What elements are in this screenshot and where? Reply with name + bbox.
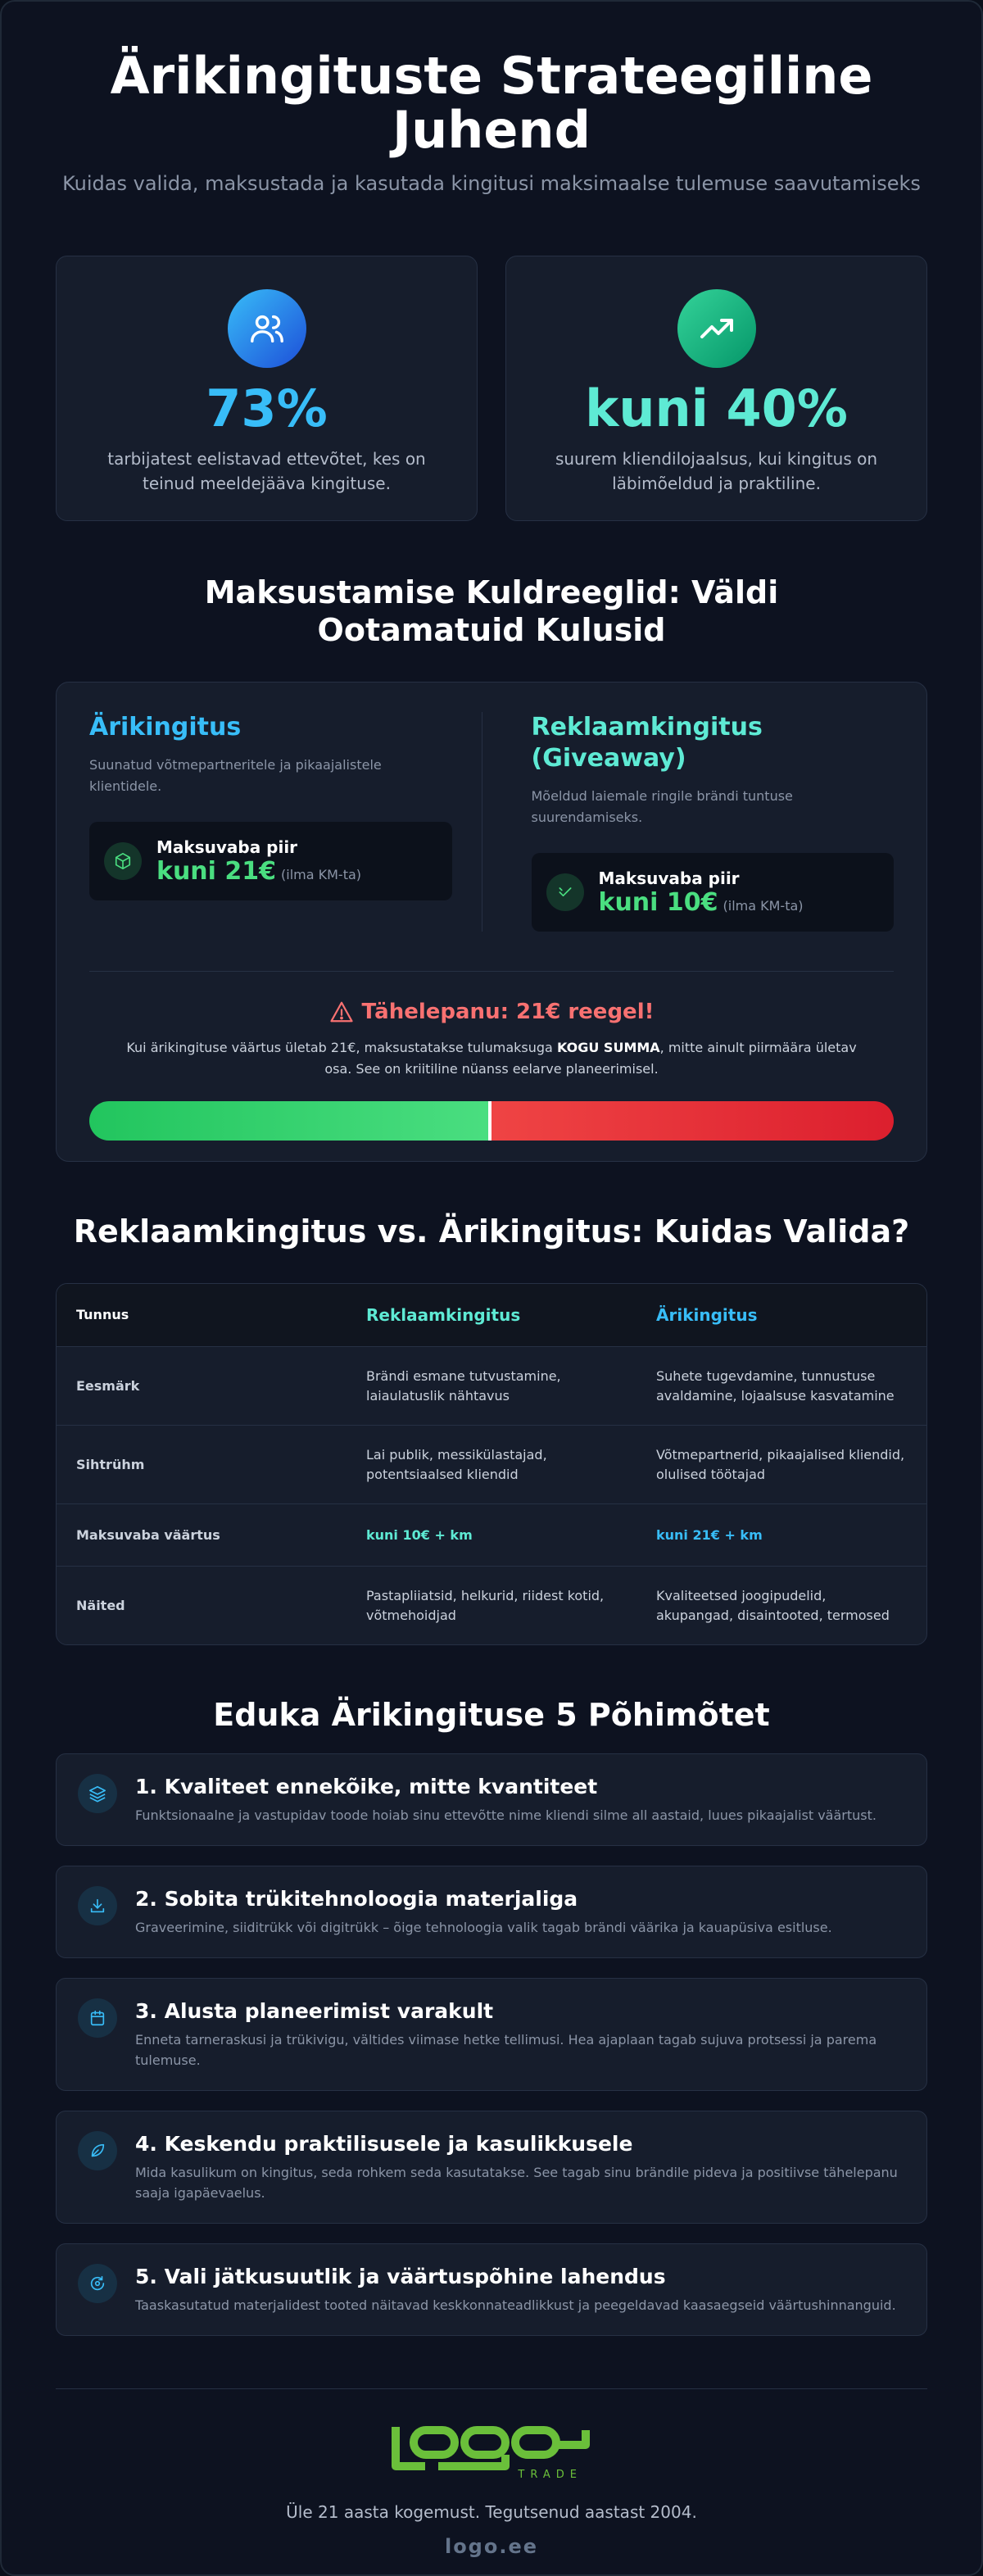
principle-title: 2. Sobita trükitehnoloogia materjaliga bbox=[135, 1887, 578, 1911]
warning-icon bbox=[329, 1000, 354, 1024]
list-item bbox=[56, 1753, 927, 1846]
principle-desc: Funktsionaalne ja vastupidav toode hoiab sinu ettevõtte nime kliendi silme all aastaid, luues pikaajalist väärtust. bbox=[135, 1807, 877, 1823]
page-title: Ärikingituste Strateegiline Juhend bbox=[110, 46, 873, 160]
table-cell: Pastapliiatsid, helkurid, riidest kotid, võtmehoidjad bbox=[366, 1587, 605, 1623]
principle-title: 3. Alusta planeerimist varakult bbox=[135, 1999, 494, 2023]
comparison-table bbox=[56, 1283, 927, 1645]
divider bbox=[89, 971, 894, 972]
stat-value: 73% bbox=[206, 379, 328, 438]
limit-value: kuni 10€ (ilma KM-ta) bbox=[598, 887, 804, 917]
footer-website-link[interactable]: logo.ee bbox=[444, 2535, 539, 2558]
principle-title: 4. Keskendu praktilisusele ja kasulikkusele bbox=[135, 2132, 633, 2156]
svg-text:TRADE: TRADE bbox=[518, 2469, 582, 2481]
tax-rules-card bbox=[56, 682, 927, 1162]
table-cell: kuni 21€ + km bbox=[656, 1526, 763, 1543]
promo-gift-desc: Mõeldud laiemale ringile brändi tuntuse suurendamiseks. bbox=[531, 788, 793, 825]
calendar-icon bbox=[78, 1998, 117, 2038]
business-gift-name: Ärikingitus bbox=[89, 713, 242, 742]
principle-desc: Taaskasutatud materjalidest tooted näitavad keskkonnateadlikkust ja peegeldavad kaasaegseid väärtushinnanguid. bbox=[135, 2297, 896, 2313]
principle-title: 1. Kvaliteet ennekõike, mitte kvantiteet bbox=[135, 1775, 598, 1798]
recycle-icon bbox=[78, 2264, 117, 2303]
business-gift-column bbox=[89, 712, 482, 932]
promo-gift-column bbox=[482, 712, 895, 932]
brand-logo bbox=[56, 2422, 927, 2484]
limit-value: kuni 21€ (ilma KM-ta) bbox=[156, 856, 362, 886]
table-cell: Näited bbox=[76, 1597, 125, 1613]
bar-taxed-segment bbox=[492, 1101, 894, 1141]
principle-desc: Enneta tarneraskusi ja trükivigu, vältides viimase hetke tellimusi. Hea ajaplaan tagab sujuva protsessi ja parema tulemuse. bbox=[135, 2032, 877, 2068]
table-header: Tunnus bbox=[76, 1307, 129, 1322]
leaf-icon bbox=[78, 2131, 117, 2170]
table-header: Ärikingitus bbox=[656, 1305, 758, 1325]
principle-desc: Mida kasulikum on kingitus, seda rohkem seda kasutatakse. See tagab sinu brändile pideva ja positiivse tähelepanu saaja igapäevaelus. bbox=[135, 2165, 898, 2201]
table-header-row bbox=[57, 1284, 926, 1346]
megaphone-icon bbox=[546, 873, 584, 911]
table-cell: Sihtrühm bbox=[76, 1456, 145, 1472]
stats-row bbox=[56, 256, 927, 521]
stat-text: tarbijatest eelistavad ettevõtet, kes on teinud meeldejääva kingituse. bbox=[107, 449, 426, 493]
table-cell: Lai publik, messikülastajad, potentsiaalsed kliendid bbox=[366, 1446, 547, 1482]
table-row bbox=[57, 1566, 926, 1644]
table-cell: Brändi esmane tutvustamine, laiaulatuslik nähtavus bbox=[366, 1367, 561, 1404]
stat-text: suurem kliendilojaalsus, kui kingitus on läbimõeldud ja praktiline. bbox=[555, 449, 878, 493]
table-cell: Maksuvaba väärtus bbox=[76, 1526, 220, 1543]
limit-label: Maksuvaba piir bbox=[598, 868, 740, 888]
warning-text: Kui ärikingituse väärtus ületab 21€, maksustatakse tulumaksuga KOGU SUMMA, mitte ainult piirmäära ületav osa. See on kriitiline nüanss eelarve planeerimisel. bbox=[126, 1040, 857, 1077]
principle-title: 5. Vali jätkusuutlik ja väärtuspõhine lahendus bbox=[135, 2265, 666, 2288]
trending-up-icon bbox=[677, 289, 756, 368]
list-item bbox=[56, 1866, 927, 1958]
promo-gift-name: Reklaamkingitus (Giveaway) bbox=[531, 713, 763, 773]
stat-card-consumers bbox=[56, 256, 478, 521]
footer-tagline: Üle 21 aasta kogemust. Tegutsenud aastast 2004. bbox=[286, 2502, 697, 2522]
table-cell: Eesmärk bbox=[76, 1377, 140, 1394]
table-cell: Võtmepartnerid, pikaajalised kliendid, olulised töötajad bbox=[656, 1446, 905, 1482]
rules-title: Maksustamise Kuldreeglid: Väldi Ootamatuid Kulusid bbox=[204, 574, 779, 648]
stat-value: kuni 40% bbox=[585, 379, 848, 438]
warning-title: Tähelepanu: 21€ reegel! bbox=[89, 1000, 894, 1024]
table-cell: Kvaliteetsed joogipudelid, akupangad, disaintooted, termosed bbox=[656, 1587, 890, 1623]
footer-divider bbox=[56, 2388, 927, 2389]
limit-label: Maksuvaba piir bbox=[156, 837, 298, 857]
business-limit-box bbox=[89, 822, 452, 900]
stat-card-loyalty bbox=[505, 256, 927, 521]
compare-title: Reklaamkingitus vs. Ärikingitus: Kuidas Valida? bbox=[73, 1213, 910, 1249]
list-item bbox=[56, 2111, 927, 2224]
bar-tax-free-segment bbox=[89, 1101, 492, 1141]
list-item bbox=[56, 1978, 927, 2091]
business-gift-desc: Suunatud võtmepartneritele ja pikaajalistele klientidele. bbox=[89, 757, 382, 794]
page-subtitle: Kuidas valida, maksustada ja kasutada kingitusi maksimaalse tulemuse saavutamiseks bbox=[62, 172, 921, 195]
principles-list bbox=[56, 1753, 927, 2336]
box-icon bbox=[104, 842, 142, 880]
table-header: Reklaamkingitus bbox=[366, 1305, 521, 1325]
table-cell: Suhete tugevdamine, tunnustuse avaldamine, lojaalsuse kasvatamine bbox=[656, 1367, 895, 1404]
table-row bbox=[57, 1346, 926, 1425]
table-row bbox=[57, 1503, 926, 1566]
table-cell: kuni 10€ + km bbox=[366, 1526, 473, 1543]
table-row bbox=[57, 1425, 926, 1503]
promo-limit-box bbox=[532, 853, 895, 932]
download-icon bbox=[78, 1886, 117, 1925]
principle-desc: Graveerimine, siiditrükk või digitrükk – õige tehnoloogia valik tagab brändi väärika ja kauapüsiva esitluse. bbox=[135, 1920, 832, 1935]
layers-icon bbox=[78, 1774, 117, 1813]
threshold-bar bbox=[89, 1101, 894, 1141]
principles-title: Eduka Ärikingituse 5 Põhimõtet bbox=[213, 1697, 770, 1733]
list-item bbox=[56, 2243, 927, 2336]
users-icon bbox=[228, 289, 306, 368]
